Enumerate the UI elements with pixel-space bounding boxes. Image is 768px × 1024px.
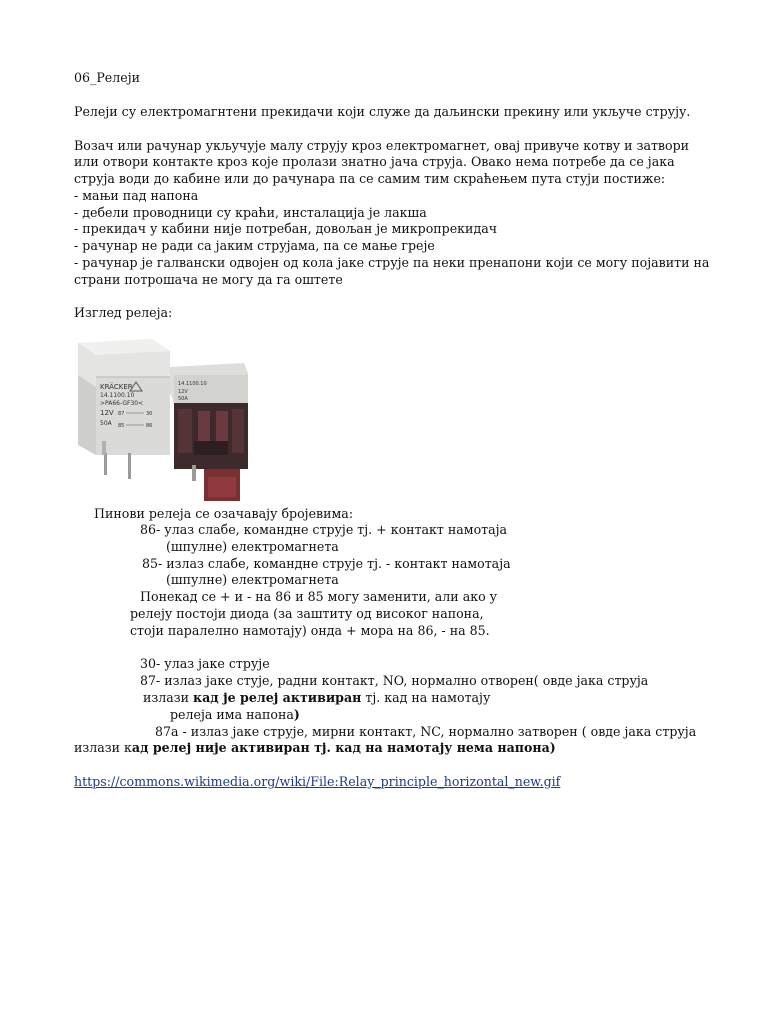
relay-label-current: 50A xyxy=(100,420,112,427)
note-line: Понекад се + и - на 86 и 85 могу заменити, али ако у xyxy=(140,589,498,604)
pin-87-line2-post: тј. кад на намотају xyxy=(361,690,491,705)
relay2-label-current: 50A xyxy=(178,396,188,402)
bullet-item: - мањи пад напона xyxy=(74,188,199,203)
pin-87-line2 xyxy=(143,690,490,706)
paragraph-line: струја води до кабине или до рачунара па се самим тим скраћењем пута стуји постиже: xyxy=(74,171,666,186)
pin-87a-line2 xyxy=(74,740,556,756)
pin-87-line3-text: релеја има напона xyxy=(170,707,294,722)
relay2-label-voltage: 12V xyxy=(178,389,188,395)
paragraph-line: Возач или рачунар укључује малу струју кроз електромагнет, овај привуче котву и затвори xyxy=(74,138,690,153)
relay-label-brand: KRÄCKER xyxy=(100,383,133,391)
pin-87a-line2-pre: излази к xyxy=(74,740,132,755)
note-line: релеју постоји диода (за заштиту од високог напона, xyxy=(130,606,484,621)
relay-label-voltage: 12V xyxy=(100,409,114,417)
bullet-item: - прекидач у кабини није потребан, довољан је микропрекидач xyxy=(74,221,498,236)
pin-87-line3 xyxy=(170,707,300,723)
intro-text: Релеји су електромагнтени прекидачи који служе да даљински прекину или укључе струју. xyxy=(74,104,691,119)
relay-label-pin85: 85 xyxy=(118,423,125,429)
bullet-item: - рачунар је галвански одвојен од кола јаке струје па неки пренапони који се могу појавити на xyxy=(74,255,710,270)
source-link[interactable]: https://commons.wikimedia.org/wiki/File:Relay_principle_horizontal_new.gif xyxy=(74,774,561,789)
pin-87-line2-pre: излази xyxy=(143,690,194,705)
pin-87-line1: 87- излаз јаке стује, радни контакт, NO, нормално отворен( овде јака струја xyxy=(140,673,649,688)
relay-label-part: 14.1100.10 xyxy=(100,392,135,399)
image-caption: Изглед релеја: xyxy=(74,305,173,320)
relay-label-pin86: 86 xyxy=(146,423,153,429)
pin-87-line3-bold: ) xyxy=(293,707,300,722)
relay-photo xyxy=(74,337,250,502)
relay-label-pin30: 30 xyxy=(146,411,153,417)
pin-86-line2: (шпулне) електромагнета xyxy=(166,539,339,554)
relay-label-material: >PA66-GF30< xyxy=(100,400,144,407)
bullet-item: - рачунар не ради са јаким струјама, па се мање греје xyxy=(74,238,435,253)
relay-label-pin87: 87 xyxy=(118,411,125,417)
pin-86-line1: 86- улаз слабе, командне струје тј. + контакт намотаја xyxy=(140,522,508,537)
pin-87-line2-bold: кад је релеј активиран xyxy=(193,690,362,705)
pins-heading: Пинови релеја се озачавају бројевима: xyxy=(94,506,354,521)
paragraph-line: или отвори контакте кроз које пролази знатно јача струја. Овако нема потребе да се јака xyxy=(74,154,675,169)
pin-85-line1: 85- излаз слабе, командне струје тј. - контакт намотаја xyxy=(142,556,511,571)
bullet-item: - дебели проводници су краћи, инсталација је лакша xyxy=(74,205,427,220)
bullet-item: страни потрошача не могу да га оштете xyxy=(74,272,343,287)
pin-87a-line1: 87а - излаз јаке струје, мирни контакт, NC, нормално затворен ( овде јака струја xyxy=(155,724,697,739)
relay2-label-part: 14.1100.10 xyxy=(178,381,207,387)
pin-85-line2: (шпулне) електромагнета xyxy=(166,572,339,587)
document-title: 06_Релеји xyxy=(74,70,141,85)
note-line: стоји паралелно намотају) онда + мора на 86, - на 85. xyxy=(130,623,490,638)
pin-30-line: 30- улаз јаке струје xyxy=(140,656,270,671)
pin-87a-line2-bold: ад релеј није активиран тј. кад на намотају нема напона) xyxy=(131,740,556,755)
